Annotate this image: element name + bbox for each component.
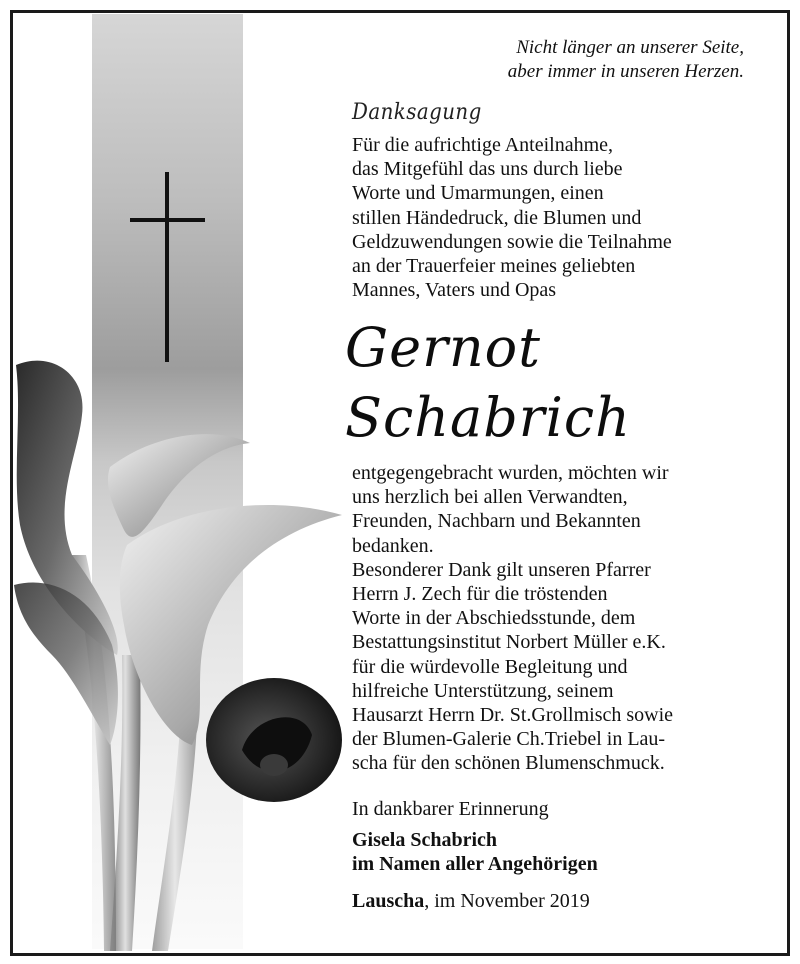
text-line: Worte und Umarmungen, einen: [352, 182, 604, 205]
text-line: stillen Händedruck, die Blumen und: [352, 206, 642, 229]
signature-note: im Namen aller Angehörigen: [352, 853, 598, 876]
text-line: an der Trauerfeier meines geliebten: [352, 255, 636, 278]
text-line: für die würdevolle Begleitung und: [352, 655, 628, 678]
body-text: [352, 461, 673, 776]
intro-text: [352, 133, 672, 302]
text-line: bedanken.: [352, 534, 434, 557]
heading: Danksagung: [352, 100, 482, 125]
date: , im November 2019: [424, 890, 590, 912]
text-line: Freunden, Nachbarn und Bekannten: [352, 510, 641, 533]
text-line: das Mitgefühl das uns durch liebe: [352, 158, 623, 181]
place: Lauscha: [352, 890, 425, 912]
text-line: der Blumen-Galerie Ch.Triebel in Lau-: [352, 728, 666, 751]
motto: [420, 36, 744, 84]
signature-name: Gisela Schabrich: [352, 829, 498, 851]
text-line: Geldzuwendungen sowie die Teilnahme: [352, 230, 672, 253]
cross-icon-bar: [130, 218, 205, 222]
text-line: Für die aufrichtige Anteilnahme,: [352, 134, 614, 156]
motto-line-1: Nicht länger an unserer Seite,: [516, 37, 744, 58]
text-line: Worte in der Abschiedsstunde, dem: [352, 607, 636, 630]
text-line: Mannes, Vaters und Opas: [352, 279, 557, 302]
text-line: Herrn J. Zech für die tröstenden: [352, 583, 608, 606]
cross-icon: [165, 172, 169, 362]
motto-line-2: aber immer in unseren Herzen.: [507, 61, 744, 82]
text-line: Besonderer Dank gilt unseren Pfarrer: [352, 558, 651, 581]
closing: In dankbarer Erinnerung: [352, 798, 549, 820]
text-line: uns herzlich bei allen Verwandten,: [352, 486, 628, 509]
text-line: scha für den schönen Blumenschmuck.: [352, 752, 665, 775]
signature: [352, 828, 598, 876]
place-date: [352, 889, 590, 913]
deceased-last-name: Schabrich: [345, 386, 631, 449]
text-line: hilfreiche Unterstützung, seinem: [352, 679, 614, 702]
text-line: Hausarzt Herrn Dr. St.Grollmisch sowie: [352, 704, 674, 727]
text-line: entgegengebracht wurden, möchten wir: [352, 462, 669, 484]
calla-lily-image: [12, 355, 352, 951]
text-line: Bestattungsinstitut Norbert Müller e.K.: [352, 631, 666, 654]
deceased-first-name: Gernot: [345, 316, 541, 379]
